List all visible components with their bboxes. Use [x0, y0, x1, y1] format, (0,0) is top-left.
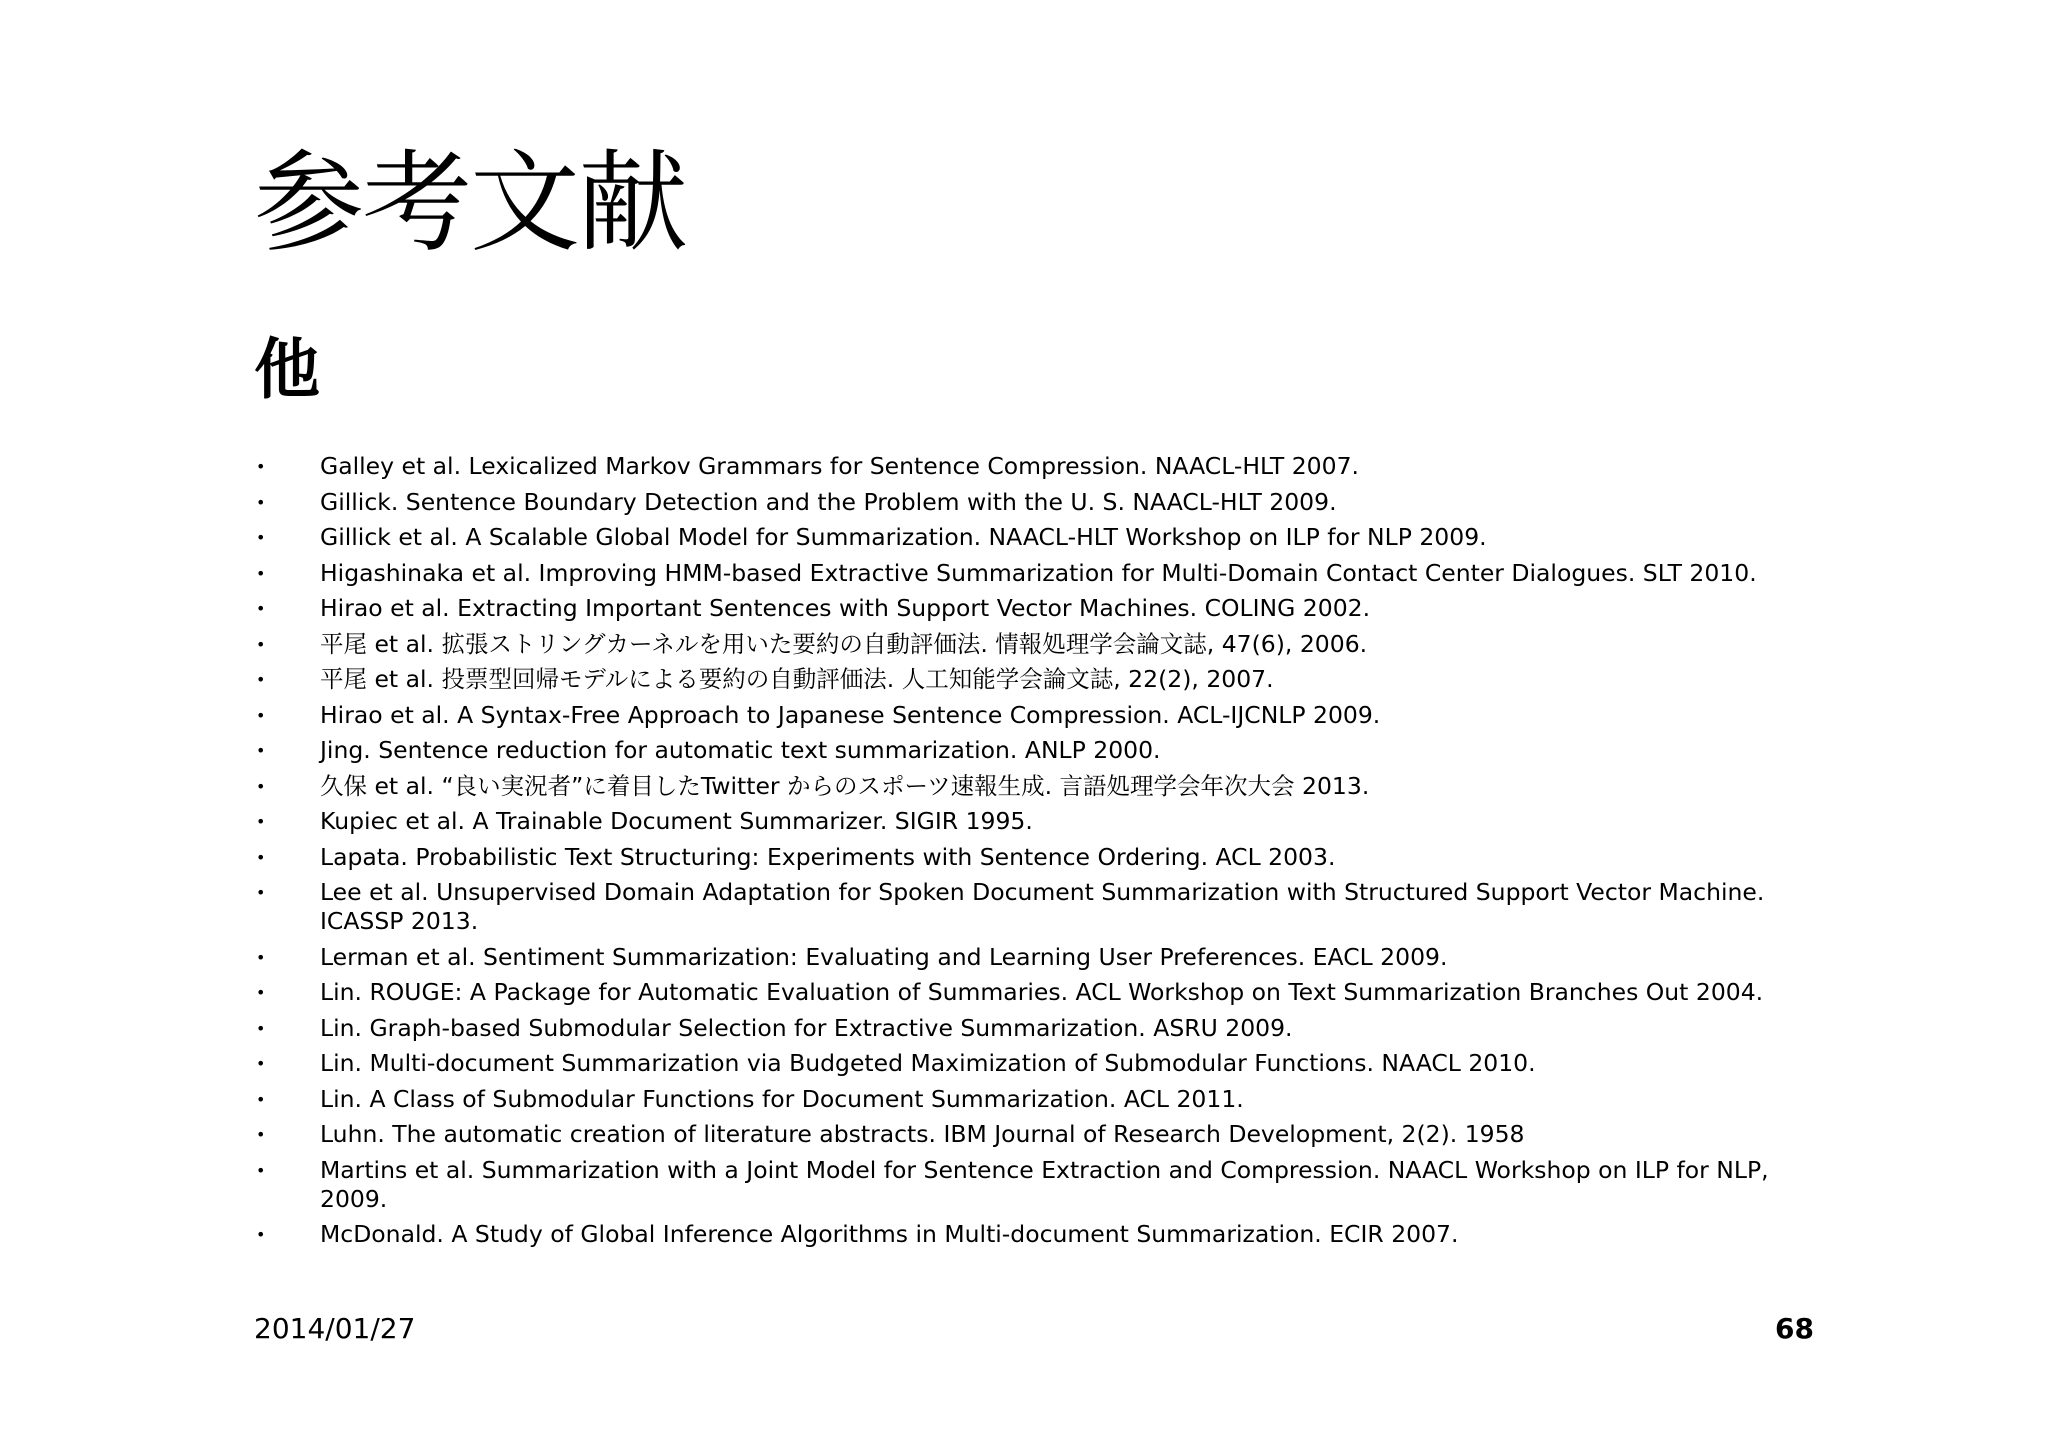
bullet-icon: •	[256, 528, 266, 547]
reference-text: Lin. ROUGE: A Package for Automatic Evaluation of Summaries. ACL Workshop on Text Summarization Branches Out 2004.	[320, 978, 1764, 1006]
reference-item	[254, 736, 1814, 765]
bullet-icon: •	[256, 670, 266, 689]
reference-text: Higashinaka et al. Improving HMM-based Extractive Summarization for Multi-Domain Contact Center Dialogues. SLT 2010.	[320, 558, 1757, 587]
reference-item	[254, 1014, 1814, 1043]
slide-subtitle: 他	[254, 331, 320, 408]
bullet-icon: •	[256, 776, 266, 796]
reference-item	[254, 559, 1814, 588]
bullet-icon: •	[256, 1018, 266, 1038]
bullet-icon: •	[256, 457, 266, 476]
bullet-icon: •	[256, 847, 266, 867]
bullet-icon: •	[256, 1054, 266, 1073]
reference-text: Martins et al. Summarization with a Joint Model for Sentence Extraction and Compression. NAACL Workshop on ILP for NLP, 2009.	[320, 1155, 1769, 1213]
reference-item	[254, 630, 1814, 659]
reference-item	[254, 1085, 1814, 1114]
page-number: 68	[1775, 1312, 1814, 1345]
reference-text: Lerman et al. Sentiment Summarization: Evaluating and Learning User Preferences. EACL 2009.	[320, 942, 1448, 971]
reference-text: Galley et al. Lexicalized Markov Grammars for Sentence Compression. NAACL-HLT 2007.	[320, 452, 1359, 480]
bullet-icon: •	[256, 812, 266, 831]
reference-item	[254, 843, 1814, 872]
reference-text: Lapata. Probabilistic Text Structuring: Experiments with Sentence Ordering. ACL 2003.	[320, 842, 1336, 871]
reference-item	[254, 665, 1814, 694]
reference-item	[254, 943, 1814, 972]
bullet-icon: •	[256, 947, 266, 967]
bullet-icon: •	[256, 1125, 266, 1144]
reference-item	[254, 488, 1814, 517]
reference-item	[254, 1120, 1814, 1149]
slide-title: 参考文献	[254, 139, 686, 267]
reference-item	[254, 523, 1814, 552]
reference-item	[254, 772, 1814, 801]
bullet-icon: •	[256, 705, 266, 725]
reference-text: Gillick et al. A Scalable Global Model for Summarization. NAACL-HLT Workshop on ILP for NLP 2009.	[320, 523, 1487, 551]
reference-item	[254, 701, 1814, 730]
bullet-icon: •	[256, 741, 266, 760]
bullet-icon: •	[256, 1089, 266, 1109]
reference-list	[254, 452, 1814, 1256]
reference-text: McDonald. A Study of Global Inference Algorithms in Multi-document Summarization. ECIR 2007.	[320, 1220, 1459, 1248]
reference-item	[254, 807, 1814, 836]
reference-text: Lin. Multi-document Summarization via Budgeted Maximization of Submodular Functions. NAACL 2010.	[320, 1049, 1536, 1077]
reference-text: Lin. Graph-based Submodular Selection for Extractive Summarization. ASRU 2009.	[320, 1013, 1293, 1042]
reference-text: Hirao et al. Extracting Important Sentences with Support Vector Machines. COLING 2002.	[320, 594, 1371, 622]
reference-text: Lin. A Class of Submodular Functions for Document Summarization. ACL 2011.	[320, 1084, 1244, 1113]
reference-text: 平尾 et al. 拡張ストリングカーネルを用いた要約の自動評価法. 情報処理学会論文誌, 47(6), 2006.	[320, 629, 1368, 658]
reference-text: Lee et al. Unsupervised Domain Adaptation for Spoken Document Summarization with Structured Support Vector Machine. ICASSP 2013.	[320, 878, 1765, 935]
reference-text: 久保 et al. “良い実況者”に着目したTwitter からのスポーツ速報生成. 言語処理学会年次大会 2013.	[320, 771, 1370, 800]
reference-text: Hirao et al. A Syntax-Free Approach to Japanese Sentence Compression. ACL-IJCNLP 2009.	[320, 700, 1381, 729]
bullet-icon: •	[256, 1225, 266, 1244]
reference-item	[254, 978, 1814, 1007]
reference-text: Gillick. Sentence Boundary Detection and the Problem with the U. S. NAACL-HLT 2009.	[320, 487, 1337, 516]
bullet-icon: •	[256, 983, 266, 1002]
reference-text: Jing. Sentence reduction for automatic text summarization. ANLP 2000.	[320, 736, 1161, 764]
reference-text: 平尾 et al. 投票型回帰モデルによる要約の自動評価法. 人工知能学会論文誌, 22(2), 2007.	[320, 665, 1274, 693]
reference-item	[254, 878, 1814, 936]
reference-item	[254, 1156, 1814, 1214]
reference-item	[254, 452, 1814, 481]
bullet-icon: •	[256, 563, 266, 583]
footer-date: 2014/01/27	[254, 1312, 416, 1345]
bullet-icon: •	[256, 599, 266, 618]
bullet-icon: •	[256, 883, 266, 902]
reference-item	[254, 594, 1814, 623]
reference-item	[254, 1220, 1814, 1249]
bullet-icon: •	[256, 634, 266, 654]
bullet-icon: •	[256, 492, 266, 512]
reference-item	[254, 1049, 1814, 1078]
bullet-icon: •	[256, 1160, 266, 1180]
reference-text: Kupiec et al. A Trainable Document Summarizer. SIGIR 1995.	[320, 807, 1033, 835]
reference-text: Luhn. The automatic creation of literature abstracts. IBM Journal of Research Development, 2(2). 1958	[320, 1120, 1525, 1148]
